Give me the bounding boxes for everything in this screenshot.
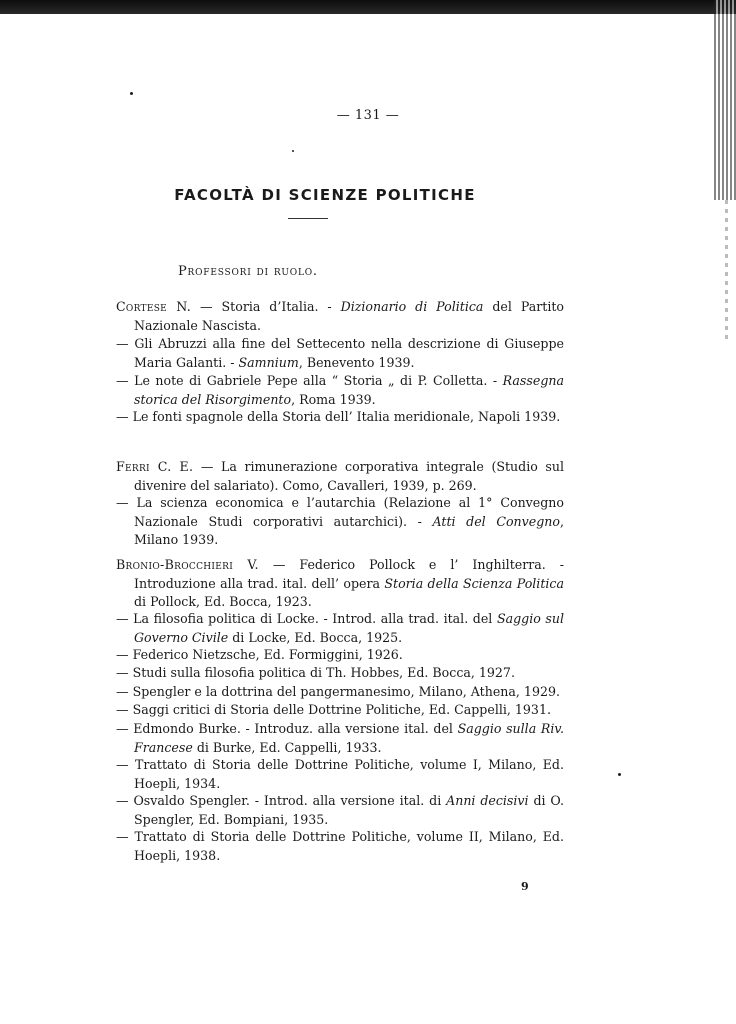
entry-text: — Federico Pollock e l’ Inghilterra. - Introduzione alla trad. ital. dell’ opera xyxy=(134,557,564,591)
bibliography-entry xyxy=(116,646,564,665)
entry-work-title: Atti del Convegno xyxy=(432,513,560,529)
bibliography-entry xyxy=(116,792,564,829)
entry-text: — Federico Nietzsche, Ed. Formiggini, 1926. xyxy=(116,647,403,662)
bibliography-entry xyxy=(116,408,564,427)
entry-text: — Trattato di Storia delle Dottrine Politiche, volume I, Milano, Ed. Hoepli, 1934. xyxy=(116,757,564,791)
bibliography-entry xyxy=(116,828,564,865)
entry-text-end: del Partito Nazionale Nascista. xyxy=(134,299,565,333)
bibliography-entry xyxy=(116,701,564,720)
bibliography-entry xyxy=(116,720,564,757)
entry-text-end: di Burke, Ed. Cappelli, 1933. xyxy=(192,739,382,755)
bibliography-entry xyxy=(116,610,564,647)
entry-text: — Edmondo Burke. - Introduz. alla versione ital. del xyxy=(116,721,458,736)
page-number: — 131 — xyxy=(336,108,400,123)
entry-work-title: Dizionario di Politica xyxy=(340,299,484,314)
entry-text: — Studi sulla filosofia politica di Th. Hobbes, Ed. Bocca, 1927. xyxy=(116,665,515,680)
scan-speck xyxy=(130,92,133,95)
entry-text: — La scienza economica e l’autarchia (Relazione al 1° Convegno Nazionale Studi corporativi autarchici). - xyxy=(116,495,564,529)
entry-text: — Saggi critici di Storia delle Dottrine Politiche, Ed. Cappelli, 1931. xyxy=(116,702,551,717)
entry-text: — Trattato di Storia delle Dottrine Politiche, volume II, Milano, Ed. Hoepli, 1938. xyxy=(116,829,564,863)
entry-work-title: Rassegna storica del Risorgimento xyxy=(134,373,564,407)
entry-work-title: Storia della Scienza Politica xyxy=(384,575,564,591)
entry-work-title: Saggio sul Governo Civile xyxy=(134,611,564,645)
section-heading: Professori di ruolo. xyxy=(178,264,318,279)
bibliography-entry xyxy=(116,298,564,335)
bibliography-entry xyxy=(116,664,564,683)
entry-author: Cortese N. xyxy=(116,299,192,314)
entry-work-title: Samnium xyxy=(238,354,299,370)
entry-text: — La filosofia politica di Locke. - Introd. alla trad. ital. del xyxy=(116,611,497,626)
entry-text-end: di O. Spengler, Ed. Bompiani, 1935. xyxy=(134,793,564,827)
bibliography-entry xyxy=(116,372,564,409)
entry-text: — Le fonti spagnole della Storia dell’ Italia meridionale, Napoli 1939. xyxy=(116,409,561,424)
bibliography-entry xyxy=(116,756,564,793)
entry-text-end: di Locke, Ed. Bocca, 1925. xyxy=(228,629,403,645)
bibliography-entry xyxy=(116,683,564,702)
entry-text: — Le note di Gabriele Pepe alla “ Storia „ di P. Colletta. - xyxy=(116,373,503,388)
entry-text-end: , Milano 1939. xyxy=(134,513,564,547)
entry-work-title: Saggio sulla Riv. Francese xyxy=(134,721,564,755)
entry-text: — Osvaldo Spengler. - Introd. alla versione ital. di xyxy=(116,793,447,808)
bibliography-entry xyxy=(116,556,564,612)
entry-text: — Spengler e la dottrina del pangermanesimo, Milano, Athena, 1929. xyxy=(116,684,560,699)
bibliography-entry xyxy=(116,494,564,550)
entry-text: — La rimunerazione corporativa integrale (Studio sul divenire del salariato). Como, Cavalleri, 1939, p. 269. xyxy=(134,459,565,493)
scan-speck xyxy=(618,773,621,776)
bibliography-entry xyxy=(116,458,564,495)
entry-text: — Storia d’Italia. - xyxy=(191,299,341,314)
entry-author: Ferri C. E. xyxy=(116,459,194,474)
bibliography-entry xyxy=(116,335,564,372)
entry-text: — Gli Abruzzi alla fine del Settecento nella descrizione di Giuseppe Maria Galanti. - xyxy=(116,336,564,370)
faculty-title: FACOLTÀ DI SCIENZE POLITICHE xyxy=(174,186,476,204)
entry-work-title: Anni decisivi xyxy=(446,793,529,808)
entry-text-end: di Pollock, Ed. Bocca, 1923. xyxy=(134,594,312,609)
scan-speck xyxy=(292,150,294,152)
entry-author: Bronio-Brocchieri V. xyxy=(116,557,259,572)
signature-mark: 9 xyxy=(521,880,529,893)
entry-text-end: , Roma 1939. xyxy=(291,391,376,407)
entry-text-end: , Benevento 1939. xyxy=(298,354,415,370)
